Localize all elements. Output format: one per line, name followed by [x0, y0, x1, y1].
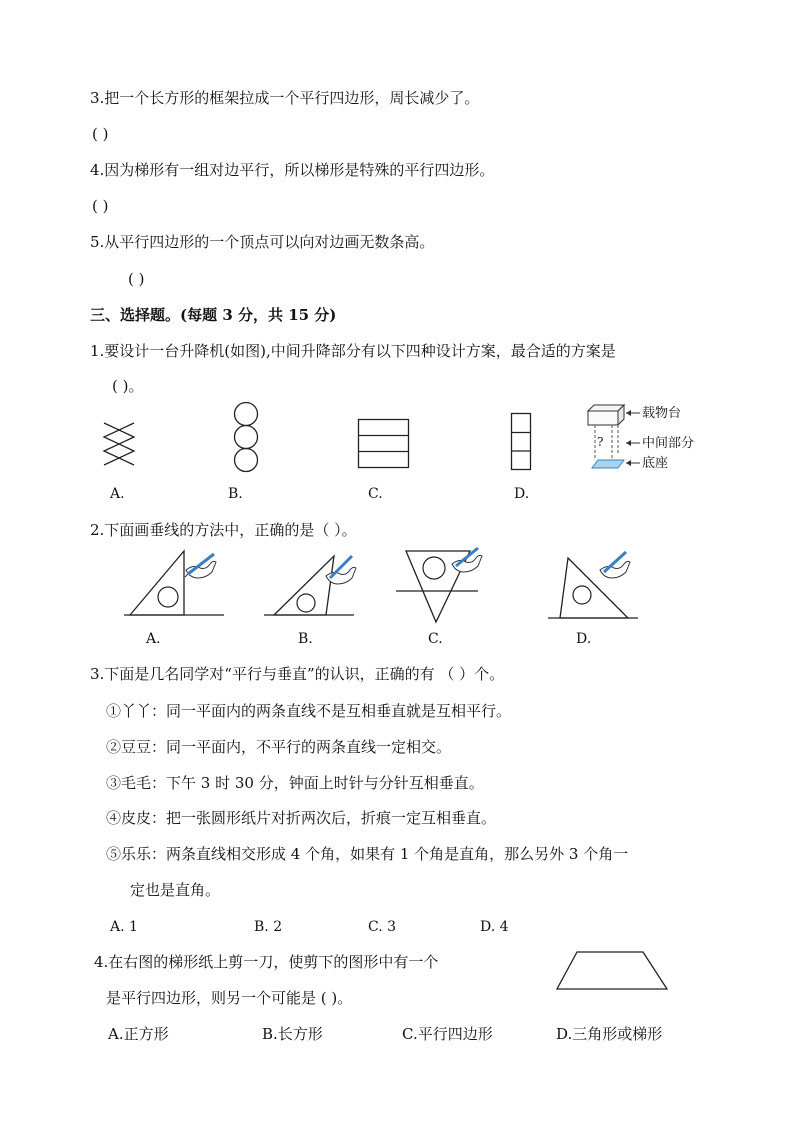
option-a-scissor-lift-figure	[104, 423, 136, 467]
judge-q3-blank[interactable]: ( )	[92, 125, 109, 143]
lift-label-base: 底座	[642, 456, 669, 471]
option-d-set-square-figure	[548, 548, 648, 620]
lift-question-mark: ?	[597, 435, 604, 449]
q1-option-b[interactable]: B.	[228, 486, 243, 502]
lift-label-platform: 载物台	[642, 406, 682, 421]
judge-q5-blank[interactable]: ( )	[128, 270, 145, 288]
choice-q3-text: 3.下面是几名同学对“平行与垂直”的认识，正确的有 （ ）个。	[90, 665, 505, 683]
q3-statement-4: ④皮皮：把一张圆形纸片对折两次后，折痕一定互相垂直。	[106, 809, 497, 827]
option-a-set-square-figure	[124, 548, 224, 620]
q3-statement-5: ⑤乐乐：两条直线相交形成 4 个角，如果有 1 个角是直角，那么另外 3 个角一	[106, 845, 629, 863]
q3-statement-3: ③毛毛：下午 3 时 30 分，钟面上时针与分针互相垂直。	[106, 774, 484, 792]
choice-q4-text-line1: 4.在右图的梯形纸上剪一刀，使剪下的图形中有一个	[94, 953, 439, 971]
choice-q2-text: 2.下面画垂线的方法中，正确的是（ ）。	[90, 521, 357, 539]
q4-option-c[interactable]: C.平行四边形	[402, 1025, 493, 1043]
q3-statement-1: ①丫丫：同一平面内的两条直线不是互相垂直就是互相平行。	[106, 702, 512, 720]
lift-diagram	[588, 402, 628, 472]
q1-option-a[interactable]: A.	[110, 486, 125, 502]
lift-label-middle: 中间部分	[642, 436, 695, 451]
q1-option-c[interactable]: C.	[368, 486, 383, 502]
trapezoid-figure	[555, 950, 670, 992]
choice-q1-text: 1.要设计一台升降机(如图),中间升降部分有以下四种设计方案，最合适的方案是	[90, 342, 616, 360]
choice-q4-text-line2: 是平行四边形，则另一个可能是 ( )。	[106, 989, 353, 1007]
q3-option-b[interactable]: B. 2	[254, 919, 283, 935]
judge-q4-blank[interactable]: ( )	[92, 197, 109, 215]
q2-option-c[interactable]: C.	[428, 631, 443, 647]
option-c-wide-rectangles-figure	[358, 419, 410, 469]
judge-q5-text: 5.从平行四边形的一个顶点可以向对边画无数条高。	[90, 233, 435, 251]
q4-option-d[interactable]: D.三角形或梯形	[556, 1025, 663, 1043]
option-b-circles-figure	[232, 402, 260, 472]
q1-option-d[interactable]: D.	[514, 486, 530, 502]
q3-statement-5-cont: 定也是直角。	[130, 881, 221, 899]
q4-option-b[interactable]: B.长方形	[262, 1025, 323, 1043]
judge-q4-text: 4.因为梯形有一组对边平行，所以梯形是特殊的平行四边形。	[90, 161, 495, 179]
q3-option-c[interactable]: C. 3	[368, 919, 397, 935]
q3-option-a[interactable]: A. 1	[110, 919, 138, 935]
judge-q3-text: 3.把一个长方形的框架拉成一个平行四边形，周长减少了。	[90, 89, 480, 107]
section3-heading: 三、选择题。(每题 3 分，共 15 分)	[90, 306, 337, 324]
option-b-set-square-figure	[264, 548, 364, 620]
choice-q1-blank[interactable]: ( )。	[112, 377, 144, 395]
q2-option-d[interactable]: D.	[576, 631, 592, 647]
q2-option-a[interactable]: A.	[146, 631, 161, 647]
option-d-narrow-rectangles-figure	[511, 413, 533, 471]
option-c-set-square-figure	[396, 546, 496, 626]
q3-option-d[interactable]: D. 4	[480, 919, 509, 935]
q3-statement-2: ②豆豆：同一平面内，不平行的两条直线一定相交。	[106, 738, 452, 756]
q4-option-a[interactable]: A.正方形	[108, 1025, 169, 1043]
q2-option-b[interactable]: B.	[298, 631, 313, 647]
lift-label-arrows	[624, 402, 642, 472]
